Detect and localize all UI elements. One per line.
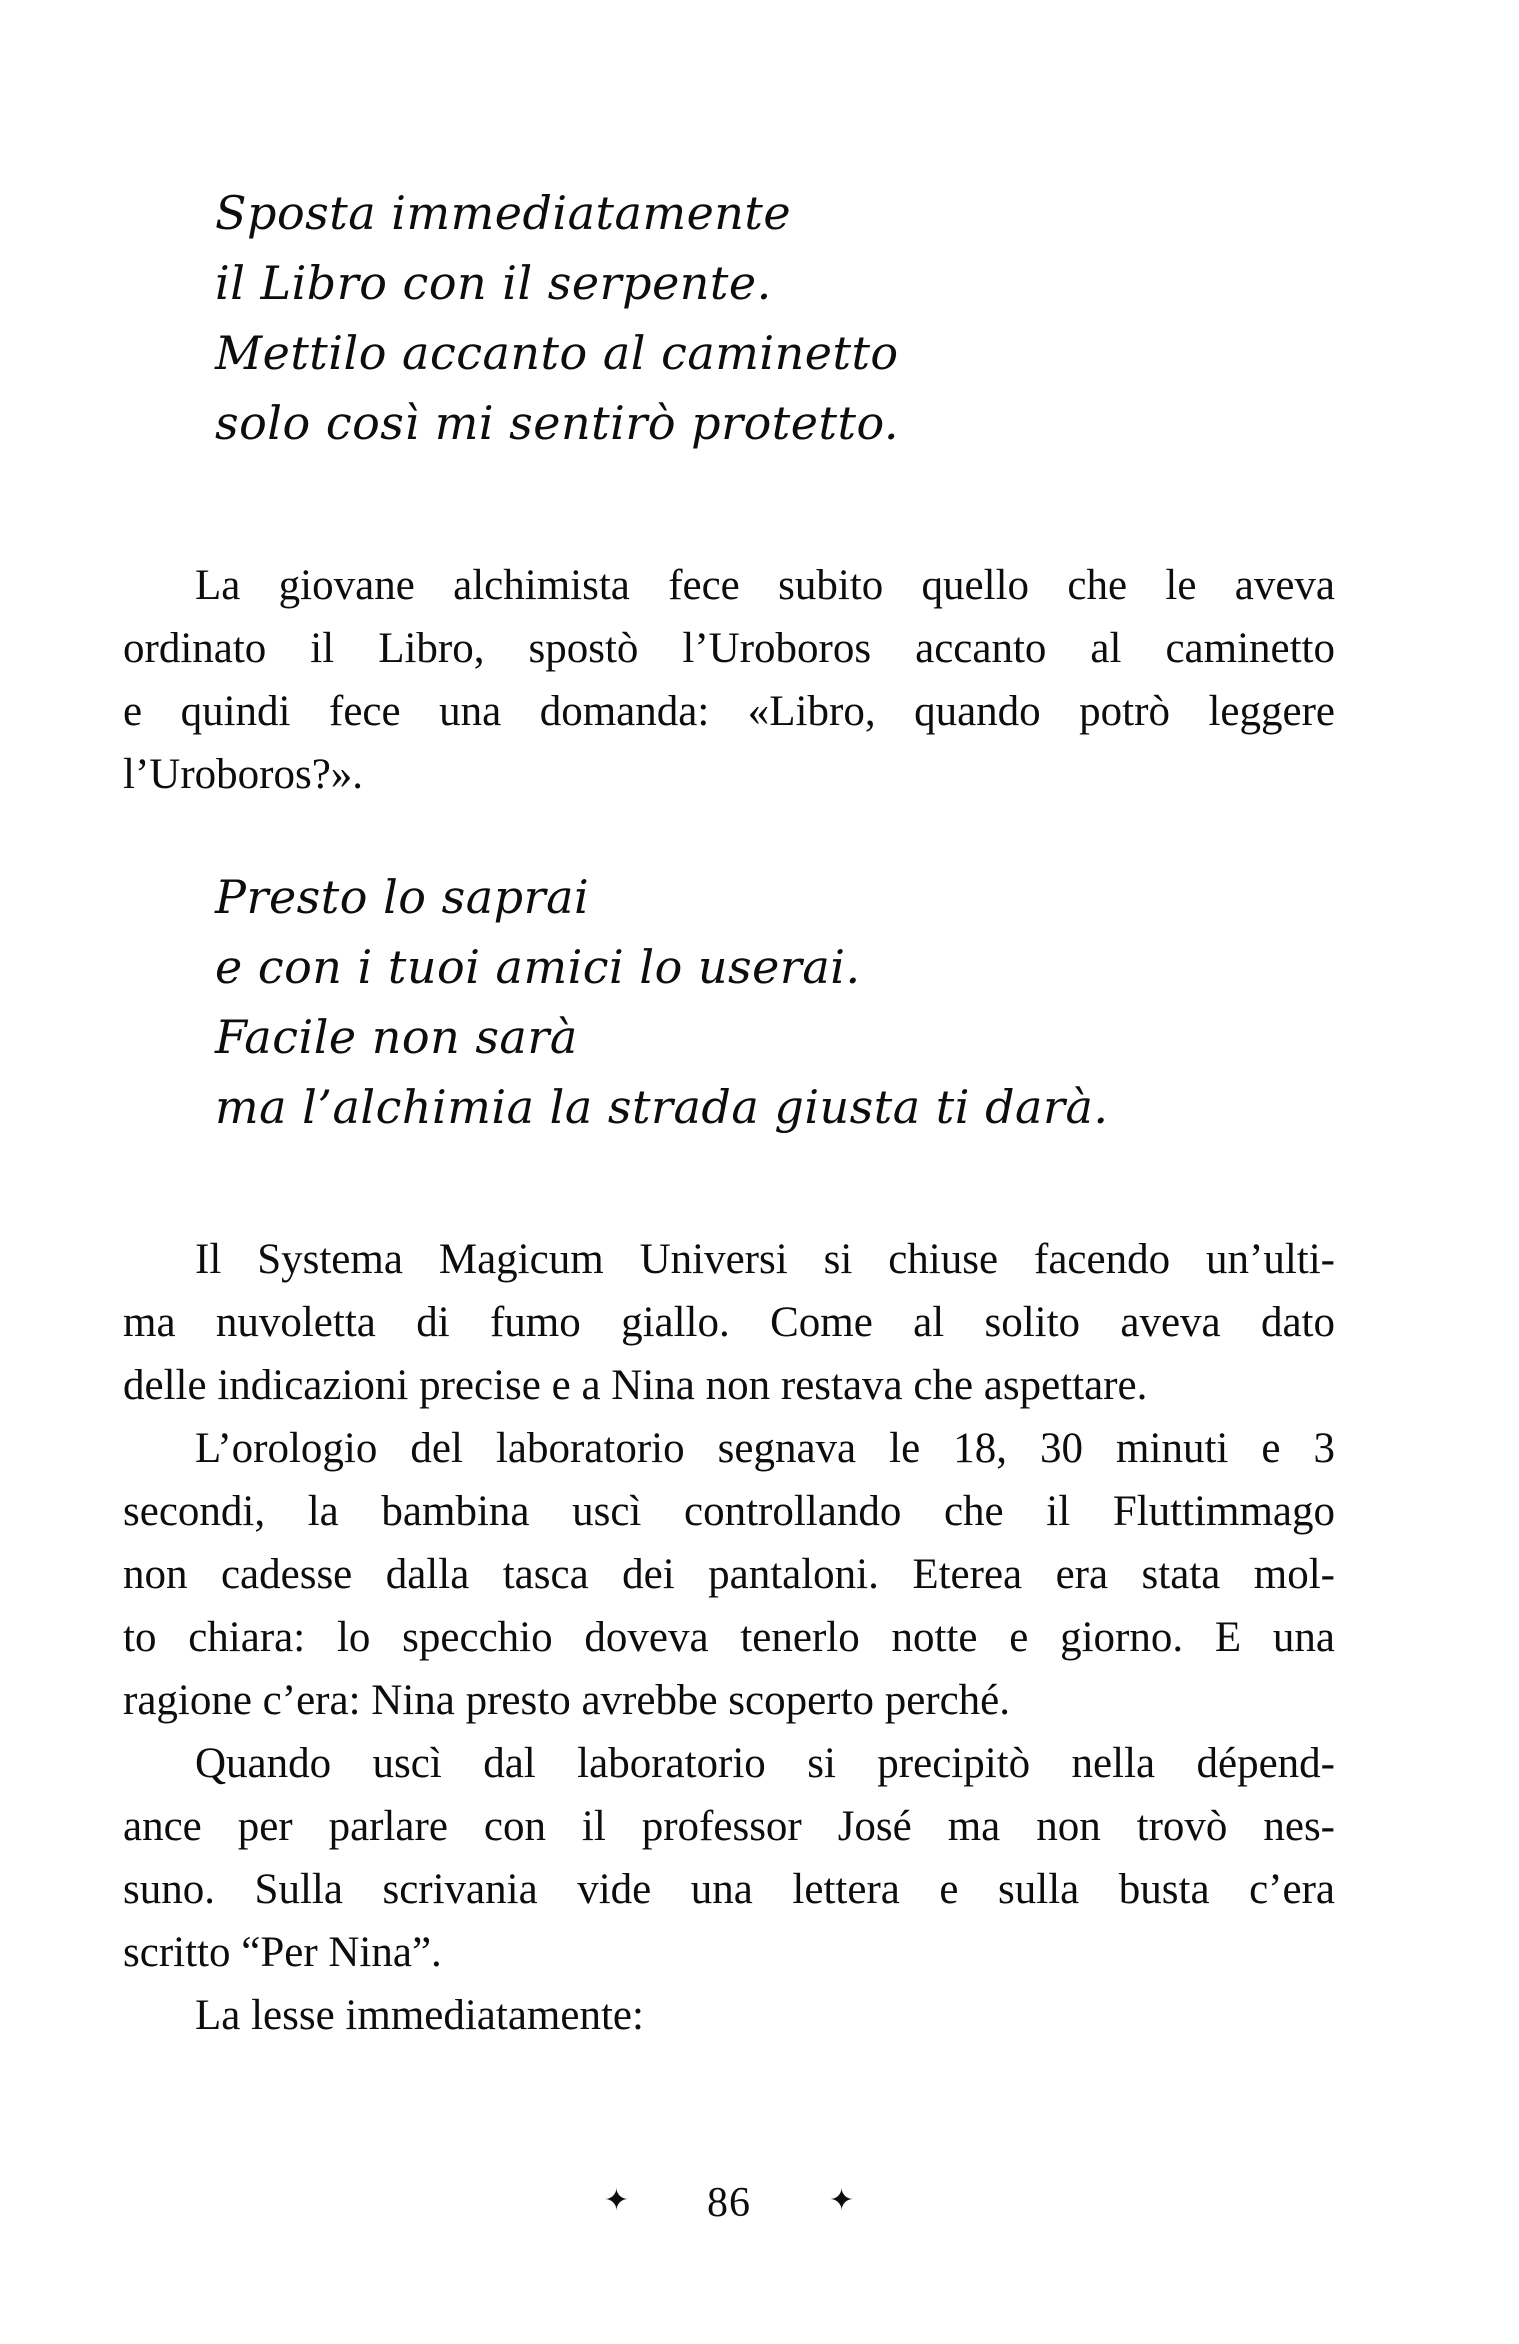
text-line: La lesse immediatamente:: [195, 1992, 644, 2039]
text-line: scritto “Per Nina”.: [123, 1929, 442, 1976]
text-line: L’orologio del laboratorio segnava le 18, 30 minuti e 3: [195, 1425, 1335, 1472]
text-line: Quando uscì dal laboratorio si precipitò nella dépend-: [195, 1740, 1335, 1787]
book-page: [123, 0, 1335, 2227]
text-line: Presto lo saprai: [215, 870, 590, 924]
text-line: l’Uroboros?».: [123, 751, 364, 798]
verse-block-1: [215, 178, 1335, 458]
text-line: delle indicazioni precise e a Nina non restava che aspettare.: [123, 1362, 1148, 1409]
text-line: ordinato il Libro, spostò l’Uroboros accanto al caminetto: [123, 625, 1335, 672]
text-line: La giovane alchimista fece subito quello che le aveva: [195, 562, 1335, 609]
paragraph-3: [123, 1417, 1335, 1732]
text-line: Mettilo accanto al caminetto: [215, 326, 899, 380]
four-pointed-star-icon: ✦: [603, 2183, 629, 2218]
text-line: Facile non sarà: [215, 1010, 578, 1064]
text-line: e quindi fece una domanda: «Libro, quando potrò leggere: [123, 688, 1335, 735]
text-line: Sposta immediatamente: [215, 186, 792, 240]
text-line: ma nuvoletta di fumo giallo. Come al solito aveva dato: [123, 1299, 1335, 1346]
verse-block-2: [215, 862, 1335, 1142]
text-line: secondi, la bambina uscì controllando che il Fluttimmago: [123, 1488, 1335, 1535]
text-line: to chiara: lo specchio doveva tenerlo notte e giorno. E una: [123, 1614, 1335, 1661]
paragraph-1: [123, 554, 1335, 806]
text-line: ma l’alchimia la strada giusta ti darà.: [215, 1080, 1109, 1134]
text-line: non cadesse dalla tasca dei pantaloni. Eterea era stata mol-: [123, 1551, 1335, 1598]
paragraph-5: [123, 1984, 1335, 2047]
four-pointed-star-icon: ✦: [829, 2183, 855, 2218]
text-line: e con i tuoi amici lo userai.: [215, 940, 861, 994]
text-line: ance per parlare con il professor José ma non trovò nes-: [123, 1803, 1335, 1850]
page-number: 86: [707, 2180, 751, 2226]
paragraph-4: [123, 1732, 1335, 1984]
page-footer: [123, 2179, 1335, 2227]
text-line: ragione c’era: Nina presto avrebbe scoperto perché.: [123, 1677, 1011, 1724]
text-line: il Libro con il serpente.: [215, 256, 772, 310]
text-line: suno. Sulla scrivania vide una lettera e sulla busta c’era: [123, 1866, 1335, 1913]
text-line: Il Systema Magicum Universi si chiuse facendo un’ulti-: [195, 1236, 1335, 1283]
text-line: solo così mi sentirò protetto.: [215, 396, 899, 450]
paragraph-2: [123, 1228, 1335, 1417]
